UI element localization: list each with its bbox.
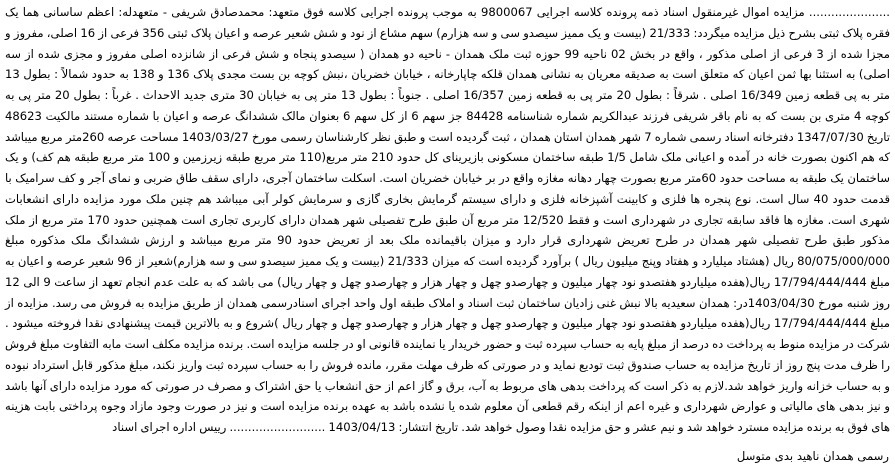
- auction-notice-body: [5, 2, 890, 438]
- notice-signature: رسمی همدان ناهید بدی متوسل: [736, 449, 889, 463]
- notice-text: ...................... مزایده اموال غیرمنقول اسناد ذمه پرونده کلاسه اجرایی 9800067 به موجب پرونده اجرایی کلاسه فوق متعهد: محمدصادق شریفی - متعهدله: اعظم ساسانی هما یک فقره پلاک ثبتی بشرح ذیل مزایده میگردد: 21/333 (بیست و یک ممیز سیصدو سی و سه هزارم) سهم مشاع از نود و شش شعیر عرصه و اعیان پلاک ثبتی 356 فرعی از 16 اصلی، مفروز و مجزا شده از 3 فرعی از اصلی مذکور ، واقع در بخش 02 ناحیه 99 حوزه ثبت ملک همدان - ناحیه دو همدان ( سیصدو پنجاه و شش فرعی از شانزده اصلی مفروز و مجزی شده از سه اصلی) به استثنا بها ثمن اعیان که متعلق است به صدیقه معریان به نشانی همدان قلکه چاپارخانه ، خیابان خضریان ،نبش کوچه بن بست مجدی پلاک 136 و 138 به حدود شمالاً : بطول 13 متر به پی قطعه زمین 16/349 اصلی . شرقاً : بطول 20 متر پی به قطعه زمین 16/357 اصلی . جنوباً : بطول 13 متر پی به خیابان 30 متری جدید الاحداث . غرباً : بطول 20 متر پی به کوچه 4 متری بن بست که به نام باقر شریفی فرزند عبدالکریم شماره شناسنامه 84428 جز سهم 6 از کل سهم 6 بعنوان مالک ششدانگ عرصه و اعیان با شماره مستند مالکیت 48623 تاریخ 1347/07/30 دفترخانه اسناد رسمی شماره 7 شهر همدان استان همدان ، ثبت گردیده است و طبق نظر کارشناسان رسمی مورخ 1403/03/27 مساحت عرصه 260متر مربع میباشد که هم اکنون بصورت خانه در آمده و اعیانی ملک شامل 1/5 طبقه ساختمان مسکونی بازیرینای کل حدود 210 متر مربع(110 متر مربع طبقه زیرزمین و 100 متر مربع طبقه هم کف) و یک ساختمان یک طبقه به مساحت حدود 60متر مربع بصورت چهار دهانه مغازه واقع در بر خیابان خضریان است. اسکلت ساختمان آجری، دارای سقف طاق ضربی و نمای آجر و کف سرامیک با قدمت حدود 40 سال است. نوع پنجره ها فلزی و کابینت آشپزخانه فلزی و دارای سیستم گرمایش بخاری گازی و سرمایش کولر آبی میباشد هم چنین ملک مورد مزایده دارای انشعابات شهری است. مغازه ها فاقد سابقه تجاری در شهرداری است و فقط 12/520 متر مربع آن طبق طرح تفصیلی شهر همدان دارای کاربری تجاری است همچنین حدود 170 متر مربع از ملک مذکور طبق طرح تفصیلی شهر همدان در طرح تعریض شهرداری قرار دارد و میزان باقیمانده ملک بعد از تعریض حدود 90 متر مربع میباشد و ارزش ششدانگ ملک مذکوره مبلغ 80/075/000/000 ریال (هشتاد میلیارد و هفتاد وپنج میلیون ریال ) برآورد گردیده است که میزان 21/333 (بیست و یک ممیز سیصدو سی و سه هزارم)شعیر از 96 شعیر عرصه و اعیان به مبلغ 17/794/444/444 ریال(هفده میلیاردو هفتصدو نود چهار میلیون و چهارصدو چهل و چهار هزار و چهارصدو چهل و چهار ریال) می باشد که به علت عدم انجام تعهد از ساعت 9 الی 12 روز شنبه مورخ 1403/04/30در: همدان سعیدیه بالا نبش غنی زادیان ساختمان ثبت اسناد و املاک طبقه اول واحد اجرای اسنادرسمی همدان از طریق مزایده به فروش می رسد. مزایده از مبلغ 17/794/444/444 ریال(هفده میلیاردو هفتصدو نود چهار میلیون و چهارصدو چهل و چهار هزار و چهارصدو چهل و چهار ریال )شروع و به بالاترین قیمت پیشنهادی نقدا فروخته میشود . شرکت در مزایده منوط به پرداخت ده درصد از مبلغ پایه به حساب سپرده ثبت و حضور خریدار یا نماینده قانونی او در جلسه مزایده است. برنده مزایده مکلف است مابه التفاوت مبلغ فروش را ظرف مدت پنج روز از تاریخ مزایده به حساب صندوق ثبت تودیع نماید و در صورتی که ظرف مهلت مقرر، مانده فروش را به حساب سپرده ثبت واریز نکند، مبلغ مذکور قابل استرداد نبوده و به حساب خزانه واریز خواهد شد.لازم به ذکر است که پرداخت بدهی های مربوط به آب، برق و گاز اعم از حق انشعاب یا حق اشتراک و مصرف در صورتی که مورد مزایده دارای آنها باشد و نیز بدهی های مالیاتی و عوارض شهرداری و غیره اعم از اینکه رقم قطعی آن معلوم شده یا نشده باشد به عهده برنده مزایده است و نیز در صورت وجود مازاد وجوه پرداختی بابت هزینه های فوق به برنده مزایده مسترد خواهد شد و نیم عشر و حق مزایده نقدا وصول خواهد شد. تاریخ انتشار: 1403/04/13 .......................... رییس اداره اجرای اسناد: [5, 5, 891, 434]
